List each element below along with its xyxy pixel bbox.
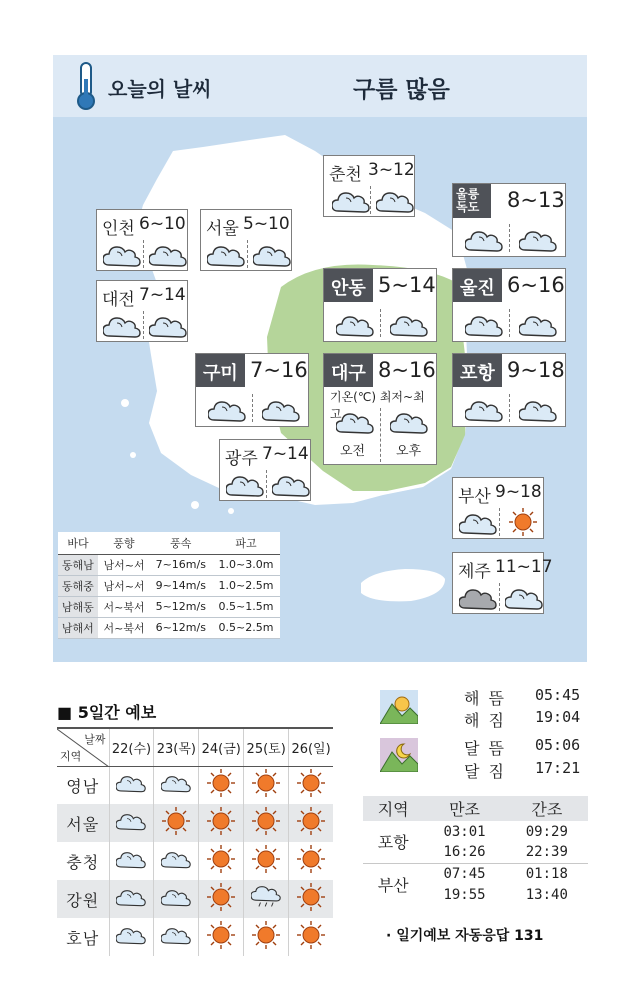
sun-icon <box>207 921 235 949</box>
cloud-icon <box>116 887 146 907</box>
forecast-row <box>57 880 333 918</box>
cloud-icon <box>149 314 187 338</box>
sun-icon <box>207 769 235 797</box>
rain-cloud-icon <box>251 885 281 909</box>
forecast-day: 24(금) <box>199 728 244 766</box>
low-tide-time: 22:39 <box>525 844 568 861</box>
table-row <box>363 863 588 884</box>
wind-speed: 9~14m/s <box>150 575 212 596</box>
sunrise-label: 해 뜸 <box>464 689 506 708</box>
sun-icon <box>207 845 235 873</box>
cloud-icon <box>272 473 310 497</box>
cloud-icon <box>465 313 503 337</box>
city-card-daejeon[interactable] <box>96 280 188 342</box>
city-name: 대전 <box>102 290 135 310</box>
high-tide-time: 19:55 <box>443 886 486 903</box>
wind-direction: 서~북서 <box>98 596 150 617</box>
temp-legend-label: 기온(℃) 최저~최고 <box>330 390 425 421</box>
city-temp: 7~16 <box>250 358 308 382</box>
city-card-pohang[interactable] <box>452 353 566 427</box>
city-card-chuncheon[interactable] <box>323 155 415 217</box>
cloud-icon <box>519 398 557 422</box>
cloud-icon <box>116 849 146 869</box>
table-header: 풍향 <box>98 532 150 554</box>
cloud-icon <box>161 925 191 945</box>
sun-icon <box>252 845 280 873</box>
cloud-icon <box>116 811 146 831</box>
forecast-hotline: · 일기예보 자동응답 131 <box>386 928 544 944</box>
date-label: 날짜 <box>84 733 106 746</box>
forecast-row <box>57 842 333 880</box>
cloud-icon <box>465 228 503 252</box>
forecast-row <box>57 766 333 804</box>
low-tide-time: 01:18 <box>506 863 588 884</box>
cloud-icon <box>262 398 300 422</box>
cloud-icon <box>208 398 246 422</box>
city-temp: 6~10 <box>139 214 186 234</box>
forecast-row <box>57 918 333 956</box>
city-name: 포항 <box>453 354 502 387</box>
sun-icon <box>162 807 190 835</box>
cloud-icon <box>207 243 245 267</box>
wave-height: 0.5~2.5m <box>212 617 280 638</box>
table-header: 파고 <box>212 532 280 554</box>
forecast-day: 22(수) <box>109 728 154 766</box>
city-temp: 9~18 <box>507 358 565 382</box>
cloud-icon <box>519 313 557 337</box>
city-name: 인천 <box>102 219 135 239</box>
cloud-icon <box>390 313 428 337</box>
cloud-icon <box>505 586 543 610</box>
wind-speed: 5~12m/s <box>150 596 212 617</box>
cloud-icon <box>253 243 291 267</box>
weather-map-panel <box>53 55 587 662</box>
forecast-region: 강원 <box>57 880 109 918</box>
sun-icon <box>252 807 280 835</box>
cloud-icon <box>332 189 370 213</box>
table-header: 만조 <box>423 796 505 821</box>
sea-area: 남해서 <box>58 617 98 638</box>
high-tide-time: 03:01 <box>443 823 486 840</box>
moonset-label: 달 짐 <box>464 762 506 781</box>
city-temp: 3~12 <box>368 160 415 180</box>
forecast-day: 23(목) <box>154 728 199 766</box>
sunrise-mountain-icon <box>380 690 418 724</box>
sun-icon <box>297 883 325 911</box>
cloud-icon <box>336 313 374 337</box>
city-name: 광주 <box>225 449 258 469</box>
city-card-gumi[interactable] <box>195 353 309 427</box>
table-header: 바다 <box>58 532 98 554</box>
table-row <box>58 554 280 575</box>
city-card-ulleung[interactable] <box>452 183 566 257</box>
sun-icon <box>252 921 280 949</box>
city-temp: 7~14 <box>139 285 186 305</box>
table-row <box>58 575 280 596</box>
moonset-time: 17:21 <box>535 759 581 777</box>
pm-label: 오후 <box>396 444 422 459</box>
forecast-day: 25(토) <box>244 728 289 766</box>
moonrise-label: 달 뜸 <box>464 739 506 758</box>
cloud-icon <box>149 243 187 267</box>
city-name: 울진 <box>453 269 502 302</box>
city-name: 부산 <box>458 487 491 507</box>
city-temp: 5~10 <box>243 214 290 234</box>
cloud-icon <box>161 887 191 907</box>
sun-icon <box>207 883 235 911</box>
city-card-daegu[interactable] <box>323 353 437 465</box>
cloud-icon <box>376 189 414 213</box>
cloud-icon <box>161 849 191 869</box>
table-header: 풍속 <box>150 532 212 554</box>
cloud-icon <box>103 314 141 338</box>
city-name: 제주 <box>458 562 491 582</box>
region-label: 지역 <box>60 749 82 763</box>
sun-icon <box>297 845 325 873</box>
page-title: 오늘의 날씨 <box>108 77 212 101</box>
forecast-row <box>57 804 333 842</box>
city-temp: 6~16 <box>507 273 565 297</box>
cloud-icon <box>161 773 191 793</box>
wave-height: 1.0~3.0m <box>212 554 280 575</box>
city-name: 울릉 독도 <box>453 184 491 218</box>
sun-icon <box>252 769 280 797</box>
forecast-region: 충청 <box>66 852 100 872</box>
city-card-incheon[interactable] <box>96 209 188 271</box>
high-tide-time: 07:45 <box>423 863 505 884</box>
sun-icon <box>297 921 325 949</box>
city-card-uljin[interactable] <box>452 268 566 342</box>
city-card-busan[interactable] <box>452 477 544 539</box>
sun-icon <box>297 807 325 835</box>
forecast-title: ■ 5일간 예보 <box>57 703 157 722</box>
sun-icon <box>297 769 325 797</box>
table-row <box>363 821 588 842</box>
cloud-icon <box>226 473 264 497</box>
city-card-seoul[interactable] <box>200 209 292 271</box>
city-temp: 11~17 <box>495 557 553 577</box>
sunset-label: 해 짐 <box>464 711 506 730</box>
wind-speed: 7~16m/s <box>150 554 212 575</box>
forecast-day: 26(일) <box>289 728 333 766</box>
moonrise-time: 05:06 <box>535 736 581 754</box>
city-name: 대구 <box>324 354 373 387</box>
forecast-corner-header <box>57 728 109 766</box>
cloud-icon <box>390 410 428 434</box>
wave-height: 0.5~1.5m <box>212 596 280 617</box>
city-card-andong[interactable] <box>323 268 437 342</box>
city-temp: 5~14 <box>378 273 436 297</box>
sunset-time: 19:04 <box>535 708 581 726</box>
five-day-forecast-table <box>57 727 333 956</box>
sea-area: 동해남 <box>58 554 98 575</box>
cloud-icon <box>116 925 146 945</box>
city-temp: 7~14 <box>262 444 309 464</box>
city-temp: 8~16 <box>378 358 436 382</box>
sun-icon <box>207 807 235 835</box>
forecast-region: 서울 <box>57 804 109 842</box>
city-card-jeju[interactable] <box>452 552 553 614</box>
forecast-region: 영남 <box>66 776 100 796</box>
cloud-icon <box>459 511 497 535</box>
table-header: 지역 <box>363 796 423 821</box>
table-row <box>58 596 280 617</box>
dark-cloud-icon <box>459 586 497 610</box>
sea-condition-table <box>58 532 280 639</box>
moonrise-mountain-icon <box>380 738 418 772</box>
sea-area: 동해중 <box>58 575 98 596</box>
wave-height: 1.0~2.5m <box>212 575 280 596</box>
city-temp: 8~13 <box>507 188 565 212</box>
high-tide-time: 16:26 <box>443 844 486 861</box>
city-name: 안동 <box>324 269 373 302</box>
wind-speed: 6~12m/s <box>150 617 212 638</box>
wind-direction: 남서~서 <box>98 554 150 575</box>
weather-condition: 구름 많음 <box>353 77 450 103</box>
sunrise-time: 05:45 <box>535 686 581 704</box>
city-name: 서울 <box>206 219 239 239</box>
tide-table <box>363 796 588 905</box>
am-label: 오전 <box>340 444 366 459</box>
cloud-icon <box>116 773 146 793</box>
city-name: 구미 <box>196 354 245 387</box>
tide-location: 포항 <box>377 833 409 853</box>
table-row <box>58 617 280 638</box>
city-name: 춘천 <box>329 165 362 185</box>
cloud-icon <box>465 398 503 422</box>
sea-area: 남해동 <box>58 596 98 617</box>
cloud-icon <box>103 243 141 267</box>
wind-direction: 서~북서 <box>98 617 150 638</box>
wind-direction: 남서~서 <box>98 575 150 596</box>
sun-icon <box>509 508 537 536</box>
tide-location: 부산 <box>363 863 423 905</box>
city-temp: 9~18 <box>495 482 542 502</box>
city-card-gwangju[interactable] <box>219 439 311 501</box>
low-tide-time: 13:40 <box>525 886 568 903</box>
cloud-icon <box>519 228 557 252</box>
cloud-icon <box>336 410 374 434</box>
table-header: 간조 <box>506 796 588 821</box>
forecast-region: 호남 <box>66 928 100 948</box>
low-tide-time: 09:29 <box>525 823 568 840</box>
